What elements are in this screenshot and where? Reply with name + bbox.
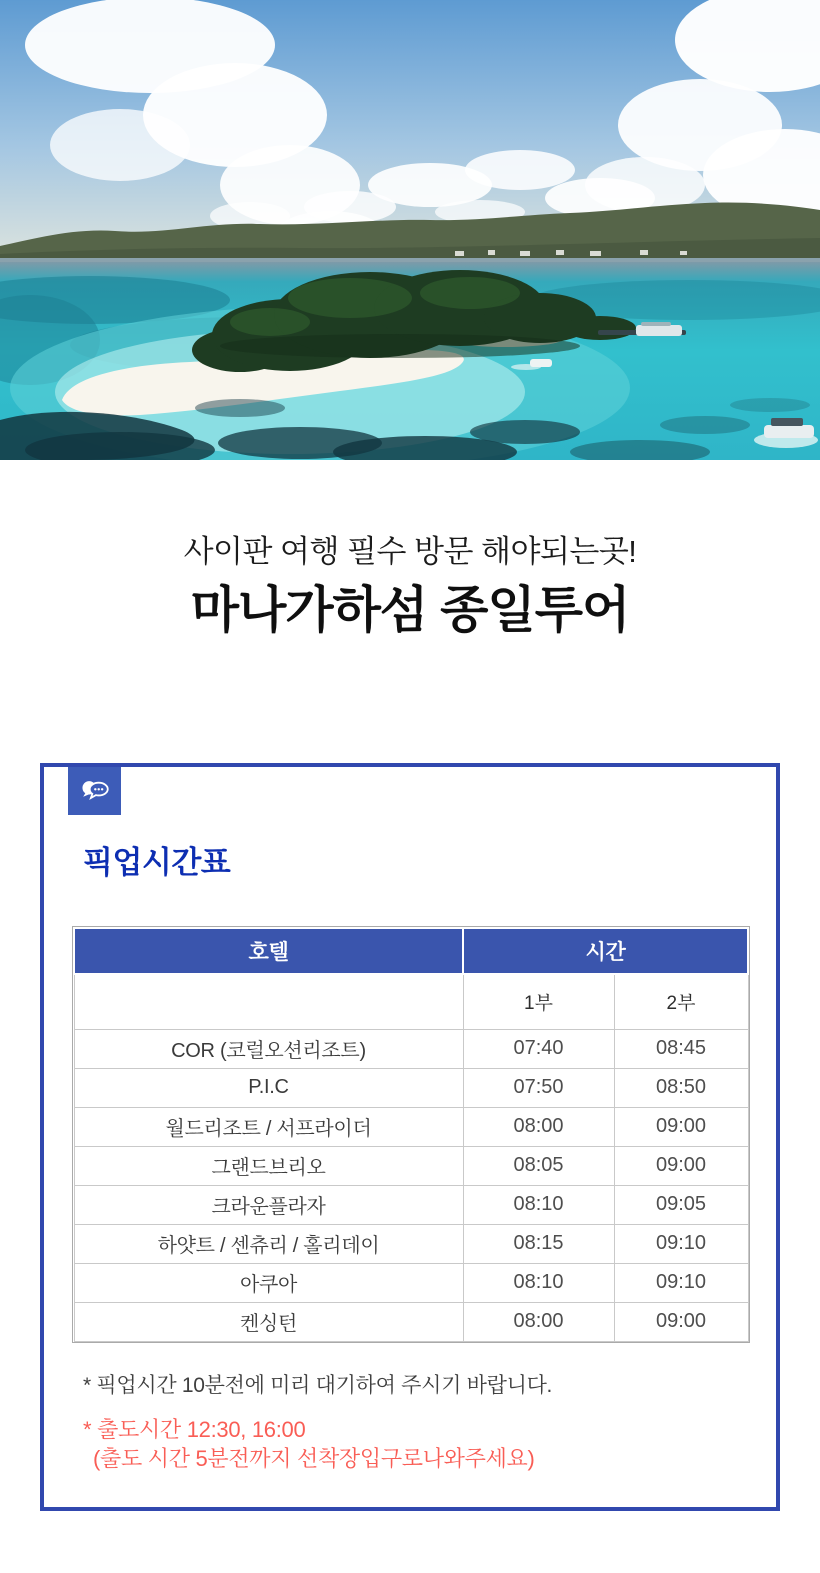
hotel-name: 하얏트 / 센츄리 / 홀리데이 [74,1224,463,1263]
hotel-name: 아쿠아 [74,1263,463,1302]
pickup-time-part2: 08:45 [614,1029,748,1068]
departure-time-note: * 출도시간 12:30, 16:00 [83,1417,306,1442]
table-row [74,1185,748,1224]
pickup-time-part2: 09:10 [614,1224,748,1263]
departure-detail-note: (출도 시간 5분전까지 선착장입구로나와주세요) [93,1446,535,1471]
pickup-time-part2: 09:10 [614,1263,748,1302]
pickup-time-part2: 09:00 [614,1107,748,1146]
hotel-name: 켄싱턴 [74,1302,463,1341]
table-header-row [74,928,748,974]
pickup-time-part2: 09:00 [614,1302,748,1341]
pickup-time-part1: 08:05 [463,1146,614,1185]
subheader-empty-cell [74,974,463,1029]
hero-subtitle: 사이판 여행 필수 방문 해야되는곳! [183,534,637,569]
hotel-name: 그랜드브리오 [74,1146,463,1185]
hotel-name: COR (코럴오션리조트) [74,1029,463,1068]
table-row [74,1068,748,1107]
pickup-time-part1: 08:00 [463,1302,614,1341]
table-row [74,1029,748,1068]
pickup-timetable-heading: 픽업시간표 [83,845,231,880]
hero-photo [0,0,820,460]
pickup-time-part1: 08:15 [463,1224,614,1263]
notes-block [83,1372,753,1473]
pickup-time-part2: 09:00 [614,1146,748,1185]
subheader-part1: 1부 [463,974,614,1029]
hotel-name: 크라운플라자 [74,1185,463,1224]
heading-block [0,460,820,640]
pickup-time-part1: 08:10 [463,1185,614,1224]
pickup-section-card [40,763,780,1511]
table-row [74,1263,748,1302]
page-title: 마나가하섬 종일투어 [190,582,630,638]
col-header-hotel: 호텔 [74,928,463,974]
island-photo-illustration [0,0,820,460]
chat-bubbles-icon [68,767,121,815]
table-row [74,1224,748,1263]
table-subheader-row [74,974,748,1029]
pickup-waiting-note: * 픽업시간 10분전에 미리 대기하여 주시기 바랍니다. [83,1374,553,1397]
pickup-time-part1: 07:40 [463,1029,614,1068]
subheader-part2: 2부 [614,974,748,1029]
hotel-name: P.I.C [74,1068,463,1107]
table-row [74,1107,748,1146]
pickup-time-part1: 08:00 [463,1107,614,1146]
hotel-name: 월드리조트 / 서프라이더 [74,1107,463,1146]
col-header-time: 시간 [463,928,748,974]
pickup-time-part1: 07:50 [463,1068,614,1107]
pickup-time-part2: 08:50 [614,1068,748,1107]
table-row [74,1146,748,1185]
pickup-time-part2: 09:05 [614,1185,748,1224]
pickup-timetable [73,927,749,1342]
table-row [74,1302,748,1341]
pickup-time-part1: 08:10 [463,1263,614,1302]
